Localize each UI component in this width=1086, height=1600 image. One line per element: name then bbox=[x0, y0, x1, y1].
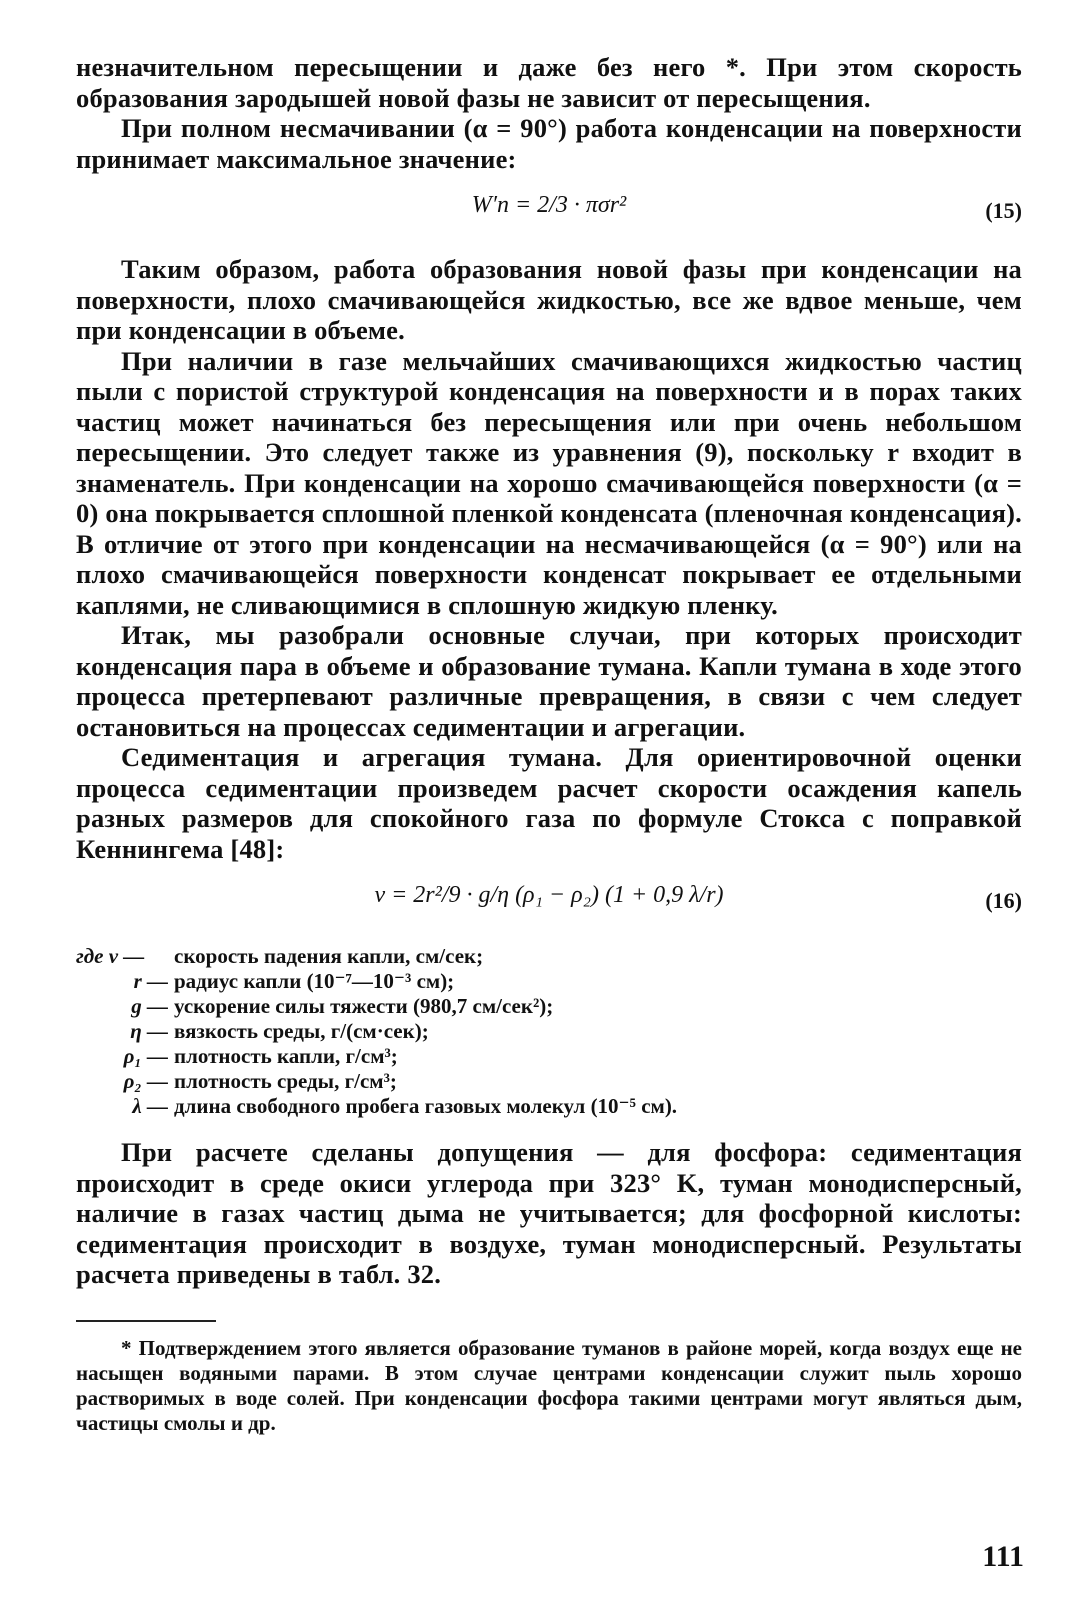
paragraph-2: При полном несмачивании (α = 90°) работа конденсации на поверхности принимает максимальное значение: bbox=[76, 113, 1022, 174]
paragraph-6-text: Для ориентировочной оценки процесса седиментации произведем расчет скорости осаждения капель разных размеров для спокойного газа по формуле Стокса с поправкой Кеннингема [48]: bbox=[76, 742, 1022, 864]
formula-15-rhs: = 2/3 · πσr² bbox=[514, 192, 627, 218]
formula-16 bbox=[76, 874, 1022, 934]
legend-symbol: λ — bbox=[132, 1094, 168, 1118]
formula-16-number: (16) bbox=[985, 888, 1022, 913]
legend-description: ускорение силы тяжести (980,7 см/сек²); bbox=[174, 994, 554, 1018]
legend-description: радиус капли (10⁻⁷—10⁻³ см); bbox=[174, 969, 455, 993]
formula-15-lhs: W′п bbox=[471, 192, 509, 218]
legend-description: плотность среды, г/см³; bbox=[174, 1069, 397, 1093]
footnote: * Подтверждением этого является образование туманов в районе морей, когда воздух еще не насыщен водяными парами. В этом случае центрами конденсации служит пыль хорошо растворимых в воде солей. При конденсации фосфора такими центрами могут являться дым, частицы смолы и др. bbox=[76, 1335, 1022, 1435]
variable-legend bbox=[76, 944, 1022, 1119]
legend-row bbox=[76, 969, 1022, 994]
formula-16-body: v = 2r²/9 · g/η (ρ₁ − ρ₂) (1 + 0,9 λ/r) bbox=[374, 882, 724, 908]
paragraph-1: незначительном пересыщении и даже без него *. При этом скорость образования зародышей новой фазы не зависит от пересыщения. bbox=[76, 52, 1022, 113]
paragraph-4: При наличии в газе мельчайших смачивающихся жидкостью частиц пыли с пористой структурой конденсация на поверхности и в порах таких частиц может начинаться без пересыщения или при очень небольшом пересыщении. Это следует также из уравнения (9), поскольку r входит в знаменатель. При конденсации на хорошо смачивающейся поверхности (α = 0) она покрывается сплошной пленкой конденсата (пленочная конденсация). В отличие от этого при конденсации на несмачивающейся (α = 90°) или на плохо смачивающейся поверхности конденсат покрывает ее отдельными каплями, не сливающимися в сплошную жидкую пленку. bbox=[76, 345, 1022, 620]
legend-symbol: ρ₁ — bbox=[123, 1044, 168, 1068]
legend-description: скорость падения капли, см/сек; bbox=[174, 944, 484, 968]
section-heading: Седиментация и агрегация тумана. bbox=[121, 742, 603, 772]
legend-row bbox=[76, 994, 1022, 1019]
legend-row bbox=[76, 1069, 1022, 1094]
legend-description: плотность капли, г/см³; bbox=[174, 1044, 398, 1068]
formula-15 bbox=[76, 184, 1022, 244]
legend-row bbox=[76, 1094, 1022, 1119]
legend-symbol: ρ₂ — bbox=[123, 1069, 168, 1093]
formula-15-body bbox=[76, 192, 1022, 219]
page-number: 111 bbox=[982, 1540, 1024, 1573]
legend-row bbox=[76, 1019, 1022, 1044]
legend-description: длина свободного пробега газовых молекул (10⁻⁵ см). bbox=[174, 1094, 678, 1118]
legend-symbol: η — bbox=[130, 1019, 168, 1043]
paragraph-5: Итак, мы разобрали основные случаи, при которых происходит конденсация пара в объеме и образование тумана. Капли тумана в ходе этого процесса претерпевают различные превращения, в связи с чем следует остановиться на процессах седиментации и агрегации. bbox=[76, 620, 1022, 742]
legend-symbol: g — bbox=[131, 994, 168, 1018]
legend-row bbox=[76, 1044, 1022, 1069]
paragraph-6 bbox=[76, 742, 1022, 864]
legend-symbol: r — bbox=[133, 969, 168, 993]
footnote-divider bbox=[76, 1320, 216, 1322]
legend-symbol: где v — bbox=[76, 944, 145, 968]
legend-row bbox=[76, 944, 1022, 969]
paragraph-7: При расчете сделаны допущения — для фосфора: седиментация происходит в среде окиси углерода при 323° K, туман монодисперсный, наличие в газах частиц дыма не учитывается; для фосфорной кислоты: седиментация происходит в воздухе, туман монодисперсный. Результаты расчета приведены в табл. 32. bbox=[76, 1137, 1022, 1289]
paragraph-3: Таким образом, работа образования новой фазы при конденсации на поверхности, плохо смачивающейся жидкостью, все же вдвое меньше, чем при конденсации в объеме. bbox=[76, 254, 1022, 345]
formula-15-number: (15) bbox=[985, 198, 1022, 223]
page-body bbox=[76, 52, 1022, 1436]
legend-description: вязкость среды, г/(см·сек); bbox=[174, 1019, 429, 1043]
